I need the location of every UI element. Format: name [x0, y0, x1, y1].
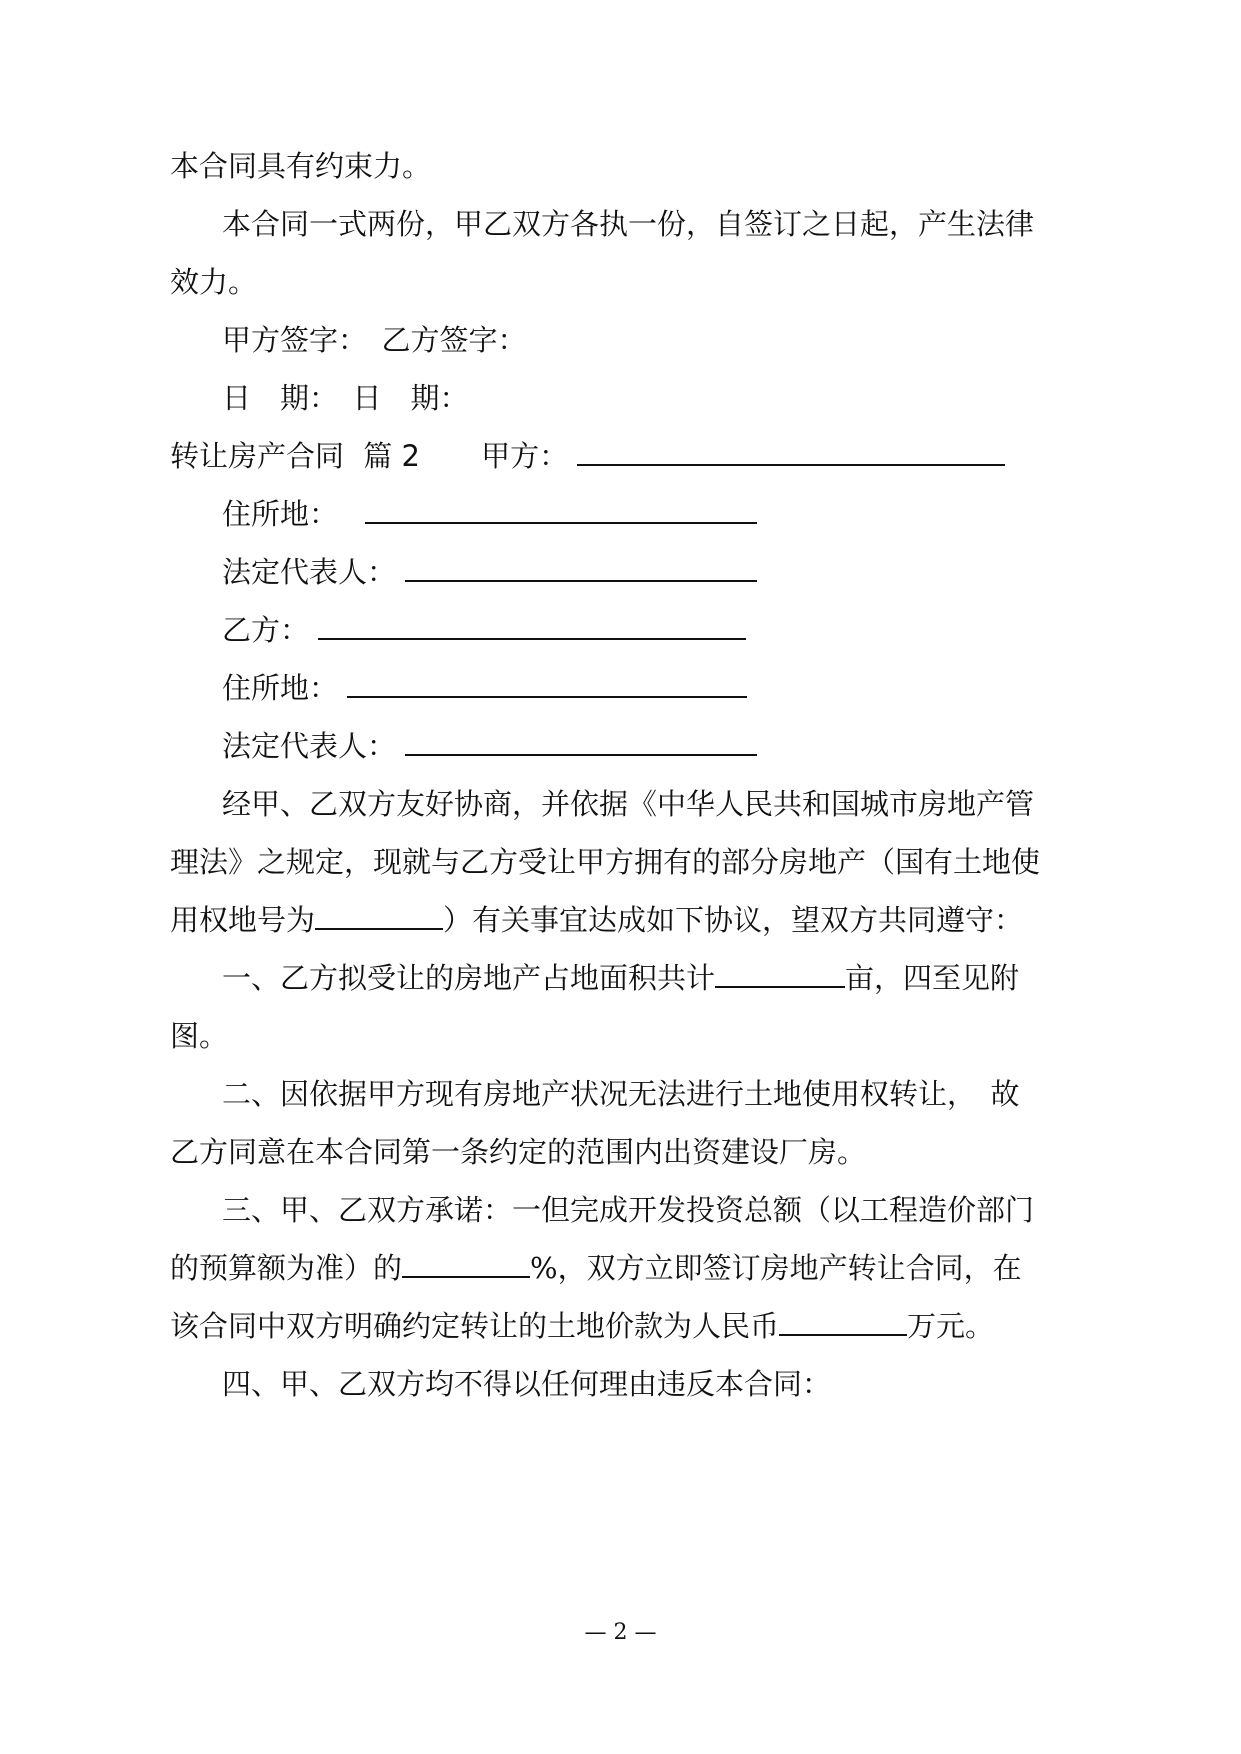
paragraph-line: 的预算额为准）的 %，双方立即签订房地产转让合同，在	[170, 1251, 1022, 1285]
party-a-label: 甲方：	[481, 439, 569, 473]
paragraph-line: 二、因依据甲方现有房地产状况无法进行土地使用权转让， 故	[222, 1077, 1020, 1111]
price-blank	[779, 1308, 907, 1336]
area-blank	[715, 960, 845, 988]
paragraph-line: 三、甲、乙双方承诺：一但完成开发投资总额（以工程造价部门	[222, 1193, 1035, 1227]
paragraph-line: 用权地号为 ）有关事宜达成如下协议，望双方共同遵守：	[170, 903, 1024, 937]
paragraph-line: 本合同一式两份，甲乙双方各执一份，自签订之日起，产生法律	[222, 207, 1035, 241]
page-number: — 2 —	[584, 1620, 657, 1645]
legal-rep-label: 法定代表人：	[222, 729, 397, 763]
paragraph-line: 本合同具有约束力。	[170, 149, 432, 183]
paragraph-line: 一、乙方拟受让的房地产占地面积共计 亩，四至见附	[222, 961, 1020, 995]
legal-rep-blank	[405, 728, 757, 756]
paragraph-line: 图。	[170, 1019, 229, 1053]
field-line	[222, 668, 747, 708]
address-label: 住所地：	[222, 671, 339, 705]
field-line	[222, 552, 757, 592]
paragraph-line: 效力。	[170, 265, 258, 299]
address-label: 住所地：	[222, 497, 339, 531]
address-blank	[347, 670, 747, 698]
signature-line: 甲方签字： 乙方签字：	[222, 323, 527, 357]
legal-rep-blank	[405, 554, 757, 582]
paragraph-line: 经甲、乙双方友好协商，并依据《中华人民共和国城市房地产管	[222, 787, 1035, 821]
field-line	[222, 726, 757, 766]
legal-rep-label: 法定代表人：	[222, 555, 397, 589]
section-heading	[170, 436, 1005, 476]
section-number: 篇 2	[363, 439, 420, 473]
party-b-blank	[318, 612, 746, 640]
paragraph-line: 乙方同意在本合同第一条约定的范围内出资建设厂房。	[170, 1135, 867, 1169]
contract-title: 转让房产合同	[170, 439, 345, 473]
address-blank	[365, 496, 757, 524]
land-number-blank	[315, 902, 443, 930]
paragraph-line: 四、甲、乙双方均不得以任何理由违反本合同：	[222, 1367, 832, 1401]
field-line	[222, 610, 746, 650]
paragraph-line: 该合同中双方明确约定转让的土地价款为人民币 万元。	[170, 1309, 995, 1343]
paragraph-line: 理法》之规定，现就与乙方受让甲方拥有的部分房地产（国有土地使	[170, 845, 1041, 879]
field-line	[222, 494, 757, 534]
date-line: 日 期： 日 期：	[222, 381, 469, 415]
party-b-label: 乙方：	[222, 613, 310, 647]
percent-blank	[402, 1250, 530, 1278]
party-a-blank	[577, 438, 1005, 466]
